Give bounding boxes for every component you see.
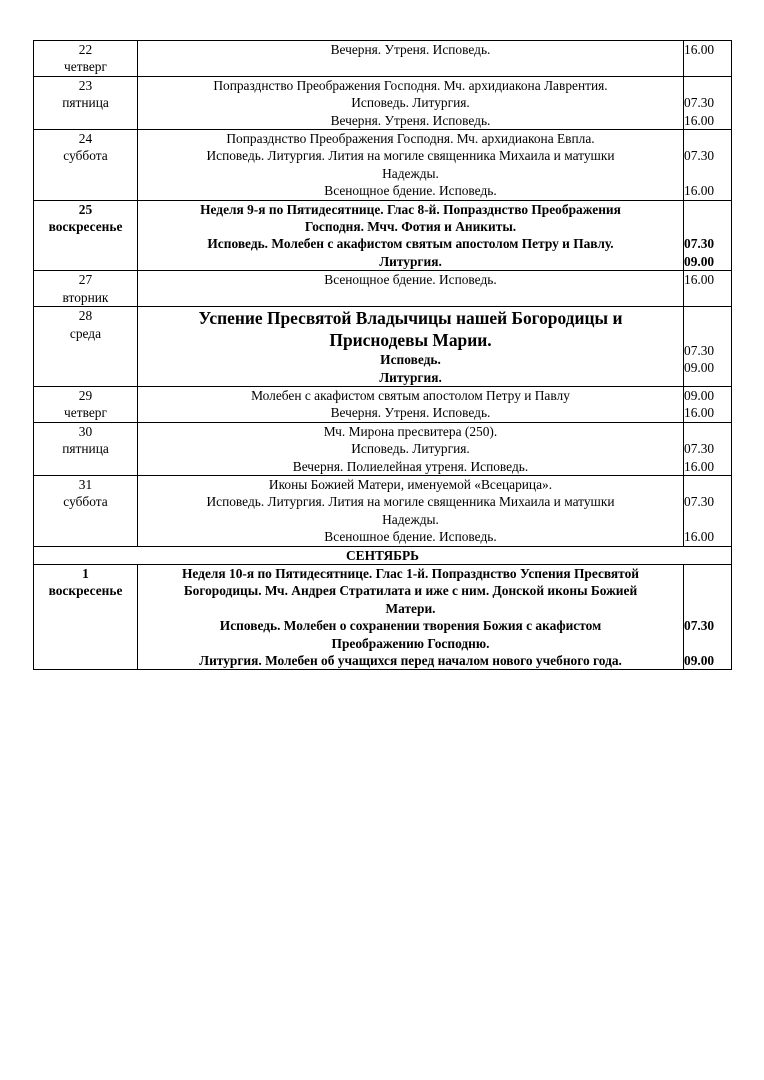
weekday: воскресенье xyxy=(48,583,123,599)
service-line: Исповедь. Молебен с акафистом святым апостолом Петру и Павлу. xyxy=(207,236,614,252)
weekday: четверг xyxy=(64,405,107,421)
time-cell xyxy=(684,422,732,475)
service-time xyxy=(684,582,731,599)
service-line: Надежды. xyxy=(382,511,439,527)
service-time xyxy=(684,77,731,94)
service-time: 16.00 xyxy=(684,42,715,57)
service-time: 07.30 xyxy=(684,441,715,457)
date-cell xyxy=(34,386,138,422)
service-cell xyxy=(138,386,684,422)
service-time xyxy=(684,635,731,652)
service-time: 16.00 xyxy=(684,529,715,545)
weekday: четверг xyxy=(64,59,107,75)
weekday: пятница xyxy=(62,95,109,111)
service-line: Вечерня. Полиелейная утреня. Исповедь. xyxy=(292,458,529,474)
service-time: 09.00 xyxy=(684,253,715,269)
service-line: Исповедь. Литургия. xyxy=(351,441,470,457)
service-line: Молебен с акафистом святым апостолом Петру и Павлу xyxy=(251,387,570,403)
date-cell xyxy=(34,475,138,546)
time-cell xyxy=(684,307,732,387)
schedule-row xyxy=(34,307,732,387)
service-time xyxy=(684,165,731,182)
service-line: Исповедь. Литургия. Лития на могиле священника Михаила и матушки xyxy=(206,494,615,510)
service-time: 16.00 xyxy=(684,458,715,474)
feast-title: Приснодевы Марии. xyxy=(329,330,492,351)
date-cell xyxy=(34,422,138,475)
date-cell xyxy=(34,271,138,307)
service-time: 16.00 xyxy=(684,272,715,288)
schedule-row xyxy=(34,422,732,475)
weekday: пятница xyxy=(62,441,109,457)
time-cell xyxy=(684,475,732,546)
day-number: 28 xyxy=(78,308,93,324)
service-line: Вечерня. Утреня. Исповедь. xyxy=(330,405,491,421)
feast-title: Матери. xyxy=(385,600,436,616)
feast-title: Иконы Божией Матери, именуемой «Всецарица». xyxy=(268,476,553,492)
service-line: Литургия. xyxy=(379,253,442,269)
schedule-row xyxy=(34,200,732,271)
time-cell xyxy=(684,386,732,422)
service-line: Исповедь. Молебен о сохранении творения Божия с акафистом xyxy=(219,618,602,634)
service-time xyxy=(684,511,731,528)
time-cell xyxy=(684,200,732,271)
feast-title: Господня. Мчч. Фотия и Аникиты. xyxy=(304,219,517,235)
feast-title: Неделя 9-я по Пятидесятнице. Глас 8-й. Попразднство Преображения xyxy=(200,201,621,217)
weekday: среда xyxy=(69,325,102,341)
service-line: Преображению Господню. xyxy=(331,635,490,651)
service-line: Всеношное бдение. Исповедь. xyxy=(324,529,497,545)
service-cell xyxy=(138,307,684,387)
day-number: 23 xyxy=(78,77,93,93)
time-cell xyxy=(684,41,732,77)
weekday: воскресенье xyxy=(48,219,123,235)
service-cell xyxy=(138,475,684,546)
day-number: 25 xyxy=(78,201,93,217)
day-number: 22 xyxy=(78,42,93,57)
service-line: Вечерня. Утреня. Исповедь. xyxy=(330,112,491,128)
feast-title: Успение Пресвятой Владычицы нашей Богородицы и xyxy=(198,308,623,329)
service-time xyxy=(684,423,731,440)
service-line: Вечерня. Утреня. Исповедь. xyxy=(330,42,491,57)
service-cell xyxy=(138,76,684,129)
weekday: вторник xyxy=(62,289,109,305)
service-time: 09.00 xyxy=(684,360,715,376)
feast-title: Мч. Мирона пресвитера (250). xyxy=(323,423,498,439)
schedule-row xyxy=(34,41,732,77)
date-cell xyxy=(34,200,138,271)
service-time xyxy=(684,201,731,218)
time-cell xyxy=(684,130,732,201)
weekday: суббота xyxy=(63,148,108,164)
schedule-row xyxy=(34,386,732,422)
time-cell xyxy=(684,271,732,307)
schedule-row xyxy=(34,564,732,669)
date-cell xyxy=(34,307,138,387)
service-line: Всенощное бдение. Исповедь. xyxy=(324,272,497,288)
service-time: 09.00 xyxy=(684,652,715,668)
feast-title: Попразднство Преображения Господня. Мч. архидиакона Лаврентия. xyxy=(213,77,608,93)
day-number: 24 xyxy=(78,131,93,147)
service-time: 07.30 xyxy=(684,494,715,510)
feast-title: Неделя 10-я по Пятидесятнице. Глас 1-й. Попразднство Успения Пресвятой xyxy=(182,565,639,581)
schedule-row xyxy=(34,76,732,129)
feast-title: Попразднство Преображения Господня. Мч. архидиакона Евпла. xyxy=(226,131,595,147)
service-time: 07.30 xyxy=(684,618,715,634)
schedule-row xyxy=(34,271,732,307)
service-time xyxy=(684,307,731,324)
day-number: 29 xyxy=(78,387,93,403)
service-time xyxy=(684,600,731,617)
service-time: 16.00 xyxy=(684,405,715,421)
service-time xyxy=(684,324,731,341)
day-number: 27 xyxy=(78,272,93,288)
service-time: 07.30 xyxy=(684,95,715,111)
service-time: 16.00 xyxy=(684,112,715,128)
service-line: Всенощное бдение. Исповедь. xyxy=(324,183,497,199)
schedule-table xyxy=(33,40,732,670)
service-cell xyxy=(138,41,684,77)
date-cell xyxy=(34,130,138,201)
service-time: 07.30 xyxy=(684,148,715,164)
service-line: Исповедь. xyxy=(380,352,441,368)
service-time: 07.30 xyxy=(684,236,715,252)
time-cell xyxy=(684,76,732,129)
service-cell xyxy=(138,200,684,271)
service-time xyxy=(684,130,731,147)
service-line: Литургия. xyxy=(379,369,442,385)
service-line: Исповедь. Литургия. Лития на могиле священника Михаила и матушки xyxy=(206,148,615,164)
date-cell xyxy=(34,76,138,129)
service-time xyxy=(684,476,731,493)
service-cell xyxy=(138,130,684,201)
service-time: 09.00 xyxy=(684,387,715,403)
service-line: Литургия. Молебен об учащихся перед началом нового учебного года. xyxy=(199,653,622,668)
day-number: 30 xyxy=(78,423,93,439)
day-number: 1 xyxy=(82,565,89,581)
service-time xyxy=(684,565,731,582)
time-cell xyxy=(684,564,732,669)
service-time: 16.00 xyxy=(684,183,715,199)
service-time xyxy=(684,218,731,235)
service-cell xyxy=(138,422,684,475)
day-number: 31 xyxy=(78,476,93,492)
feast-title: Богородицы. Мч. Андрея Стратилата и иже с ним. Донской иконы Божией xyxy=(183,583,638,599)
schedule-row xyxy=(34,475,732,546)
service-cell xyxy=(138,271,684,307)
service-cell xyxy=(138,564,684,669)
date-cell xyxy=(34,41,138,77)
service-line: Исповедь. Литургия. xyxy=(351,95,470,111)
weekday: суббота xyxy=(63,494,108,510)
date-cell xyxy=(34,564,138,669)
month-header: СЕНТЯБРЬ xyxy=(34,546,732,564)
schedule-row xyxy=(34,130,732,201)
month-header-row xyxy=(34,546,732,564)
service-line: Надежды. xyxy=(382,165,439,181)
service-time: 07.30 xyxy=(684,342,715,358)
